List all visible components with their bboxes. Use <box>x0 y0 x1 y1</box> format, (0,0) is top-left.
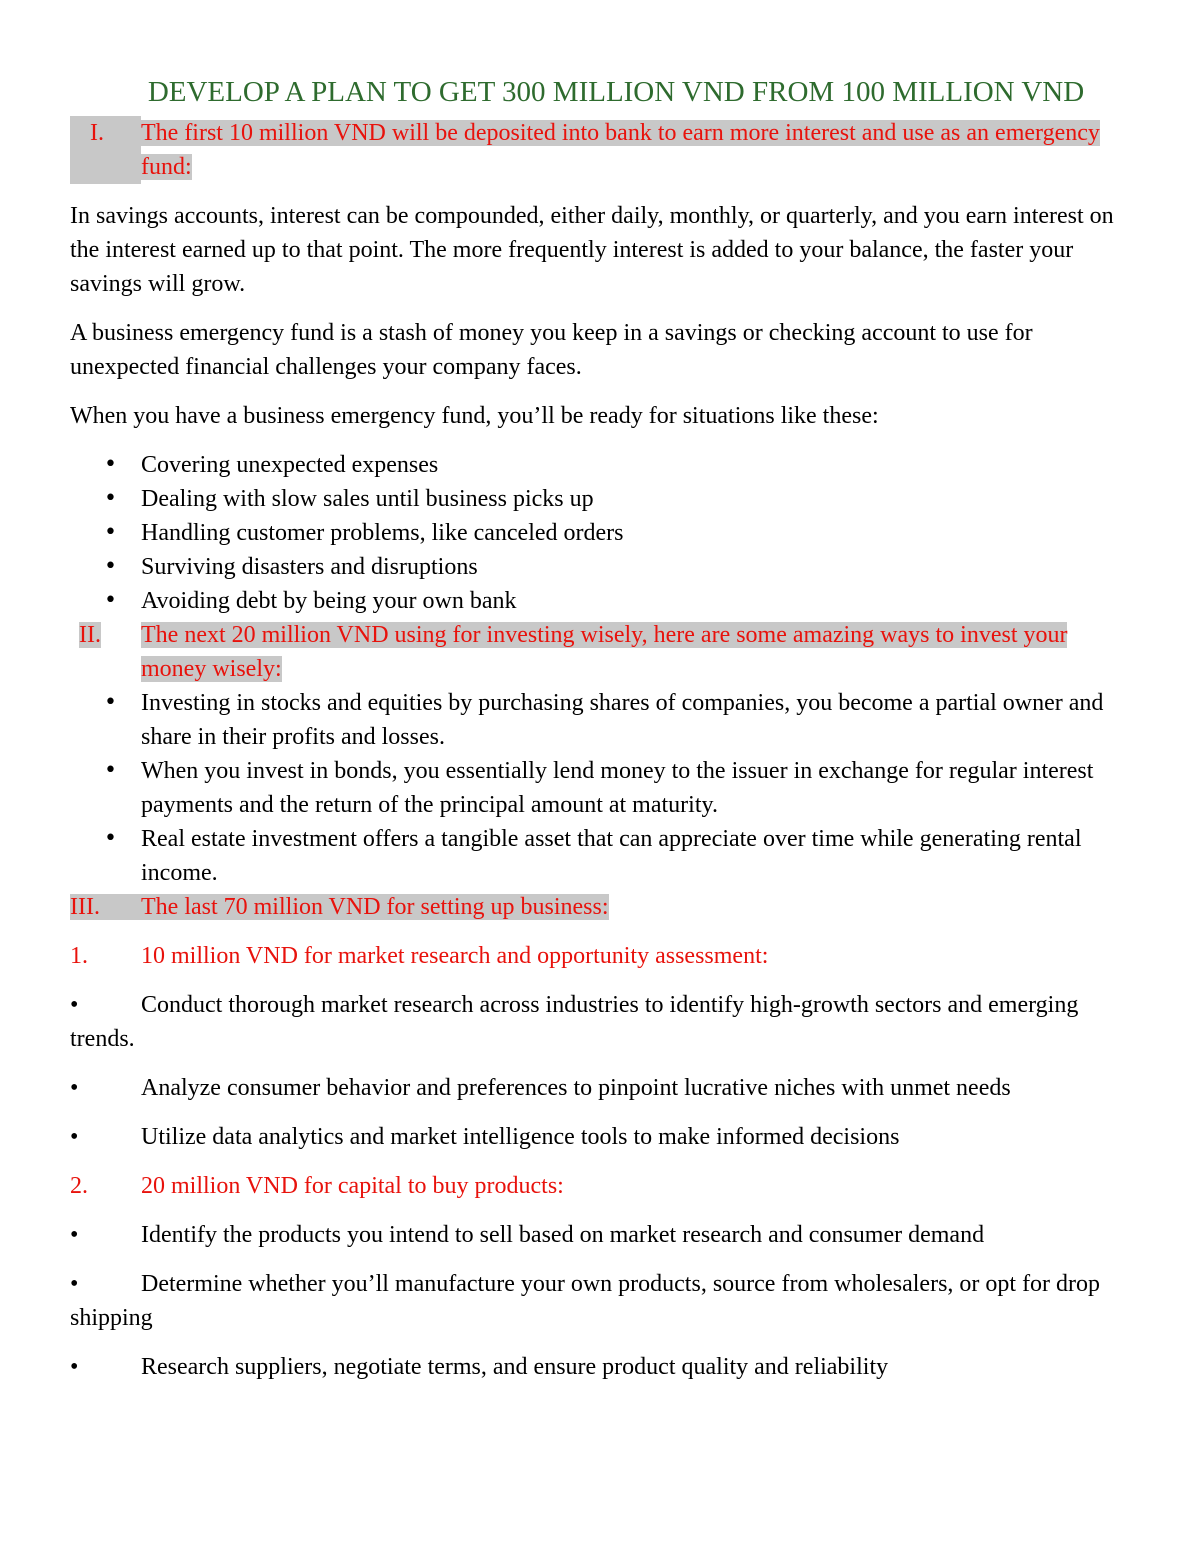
document-title: DEVELOP A PLAN TO GET 300 MILLION VND FROM 100 MILLION VND <box>147 76 1085 108</box>
paragraph: A business emergency fund is a stash of money you keep in a savings or checking account to use for unexpected financial challenges your company faces. <box>70 320 1033 380</box>
section-3-heading <box>70 890 1130 924</box>
section-number: II. <box>79 622 101 648</box>
section-number: I. <box>70 116 141 184</box>
dot-item: • Analyze consumer behavior and preferences to pinpoint lucrative niches with unmet needs <box>70 1075 1011 1101</box>
section-1-heading <box>70 116 1130 184</box>
list-item: • Real estate investment offers a tangible asset that can appreciate over time while generating rental income. <box>70 822 1130 890</box>
subsection-2-heading <box>70 1169 1130 1203</box>
bullet-list <box>70 686 1130 890</box>
section-heading-text: The first 10 million VND will be deposited into bank to earn more interest and use as an emergency fund: <box>141 120 1100 180</box>
subsection-heading-text: 20 million VND for capital to buy products: <box>141 1173 564 1199</box>
bullet-list <box>70 448 1130 618</box>
subsection-number: 2. <box>70 1173 88 1199</box>
subsection-number: 1. <box>70 943 88 969</box>
list-item: • Avoiding debt by being your own bank <box>70 584 1130 618</box>
list-item: • When you invest in bonds, you essentially lend money to the issuer in exchange for regular interest payments and the return of the principal amount at maturity. <box>70 754 1130 822</box>
section-heading-text: III. The last 70 million VND for setting up business: <box>70 894 609 920</box>
dot-item: • Identify the products you intend to sell based on market research and consumer demand <box>70 1222 985 1248</box>
section-heading-text: The next 20 million VND using for investing wisely, here are some amazing ways to invest your money wisely: <box>141 622 1068 682</box>
dot-item: • Utilize data analytics and market intelligence tools to make informed decisions <box>70 1124 900 1150</box>
paragraph: When you have a business emergency fund, you’ll be ready for situations like these: <box>70 403 879 429</box>
section-2-heading <box>70 618 1130 686</box>
list-item: • Dealing with slow sales until business picks up <box>70 482 1130 516</box>
list-item: • Surviving disasters and disruptions <box>70 550 1130 584</box>
dot-item: • Conduct thorough market research across industries to identify high-growth sectors and emerging trends. <box>70 992 1079 1052</box>
list-item: • Covering unexpected expenses <box>70 448 1130 482</box>
subsection-heading-text: 10 million VND for market research and opportunity assessment: <box>141 943 769 969</box>
paragraph: In savings accounts, interest can be compounded, either daily, monthly, or quarterly, and you earn interest on the interest earned up to that point. The more frequently interest is added to your balance, the faster your savings will grow. <box>70 203 1114 297</box>
list-item: • Investing in stocks and equities by purchasing shares of companies, you become a partial owner and share in their profits and losses. <box>70 686 1130 754</box>
dot-item: • Determine whether you’ll manufacture your own products, source from wholesalers, or opt for drop shipping <box>70 1271 1101 1331</box>
dot-item: • Research suppliers, negotiate terms, and ensure product quality and reliability <box>70 1354 889 1380</box>
list-item: • Handling customer problems, like canceled orders <box>70 516 1130 550</box>
subsection-1-heading <box>70 939 1130 973</box>
